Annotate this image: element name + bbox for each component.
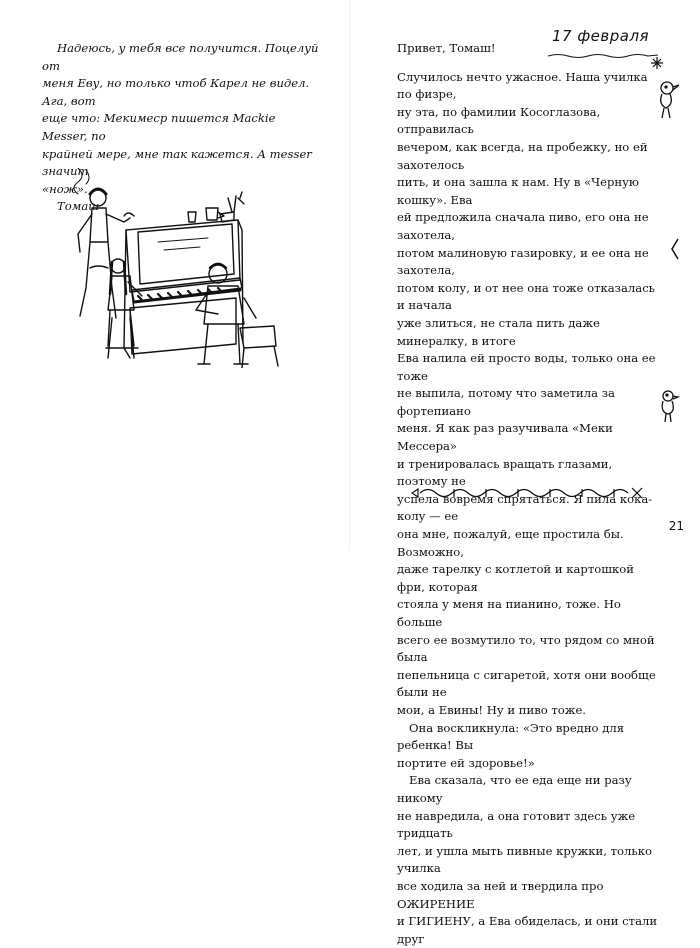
letter-signature: Томаш xyxy=(57,199,100,214)
diary-line: все ходила за ней и твердила про ОЖИРЕНИЕ xyxy=(397,878,604,911)
diary-line: Она воскликнула: «Это вредно для ребенка! Вы xyxy=(397,720,625,753)
letter-line: «нож». xyxy=(42,181,88,196)
diary-line: Ева сказала, что ее еда еще ни разу никому xyxy=(397,773,632,805)
diary-line: пепельница с сигаретой, хотя они вообще были не xyxy=(397,667,656,700)
diary-line: мои, а Евины! Ну и пиво тоже. xyxy=(397,702,586,717)
diary-line: и ГИГИЕНУ, а Ева обиделась, и они стали друг xyxy=(397,914,658,946)
diary-line: и тренировалась вращать глазами, поэтому не xyxy=(397,456,613,489)
diary-date: 17 февраля xyxy=(552,27,650,45)
diary-line: ну эта, по фамилии Косоглазова, отправилась xyxy=(397,104,601,137)
letter-line: меня Еву, но только чтоб Карел не видел. Ага, вот xyxy=(42,76,310,108)
diary-line: не навредила, а она готовит здесь уже тридцать xyxy=(397,808,636,841)
bird-doodle-icon xyxy=(652,78,682,120)
left-page xyxy=(0,0,350,551)
diary-line: стояла у меня на пианино, тоже. Но больше xyxy=(397,597,621,629)
diary-line: потом малиновую газировку, и ее она не захотела, xyxy=(397,245,649,278)
diary-line: ей предложила сначала пиво, его она не захотела, xyxy=(397,210,649,242)
diary-line: даже тарелку с котлетой и картошкой фри, которая xyxy=(397,562,634,594)
ornament-line-doodle xyxy=(410,486,646,500)
letter-line: еще что: Мекимеср пишется Mackie Messer, по xyxy=(42,111,276,143)
diary-line: успела вовремя спрятаться. Я пила кока-колу — ее xyxy=(397,491,653,524)
diary-line: не выпила, потому что заметила за фортепиано xyxy=(397,386,615,418)
diary-line: Ева налила ей просто воды, только она ее тоже xyxy=(397,351,656,383)
diary-line: Случилось нечто ужасное. Наша училка по физре, xyxy=(397,69,648,102)
page-number: 21 xyxy=(668,519,684,533)
bracket-doodle-icon xyxy=(668,238,684,260)
diary-greeting: Привет, Томаш! xyxy=(397,41,496,55)
star-doodle-icon xyxy=(650,56,664,70)
letter-line: крайней мере, мне так кажется. А messer значит xyxy=(42,146,312,179)
diary-line: она мне, пожалуй, еще простила бы. Возможно, xyxy=(397,527,624,559)
diary-line: портите ей здоровье!» xyxy=(397,755,535,770)
diary-line: уже злиться, не стала пить даже минералку, в итоге xyxy=(397,315,600,348)
diary-line: вечером, как всегда, на пробежку, но ей захотелось xyxy=(397,139,648,172)
piano-scene-illustration xyxy=(68,168,283,368)
duck-doodle-icon xyxy=(656,388,680,424)
diary-line: потом колу, и от нее она тоже отказалась и начала xyxy=(397,280,655,313)
letter-line: Надеюсь, у тебя все получится. Поцелуй от xyxy=(42,41,319,73)
diary-line: меня. Я как раз разучивала «Меки Мессера» xyxy=(397,421,613,454)
diary-line: всего ее возмутило то, что рядом со мной была xyxy=(397,632,655,665)
diary-line: пить, и она зашла к нам. Ну в «Черную кошку». Ева xyxy=(397,175,640,207)
diary-line: лет, и ушла мыть пивные кружки, только училка xyxy=(397,843,652,876)
